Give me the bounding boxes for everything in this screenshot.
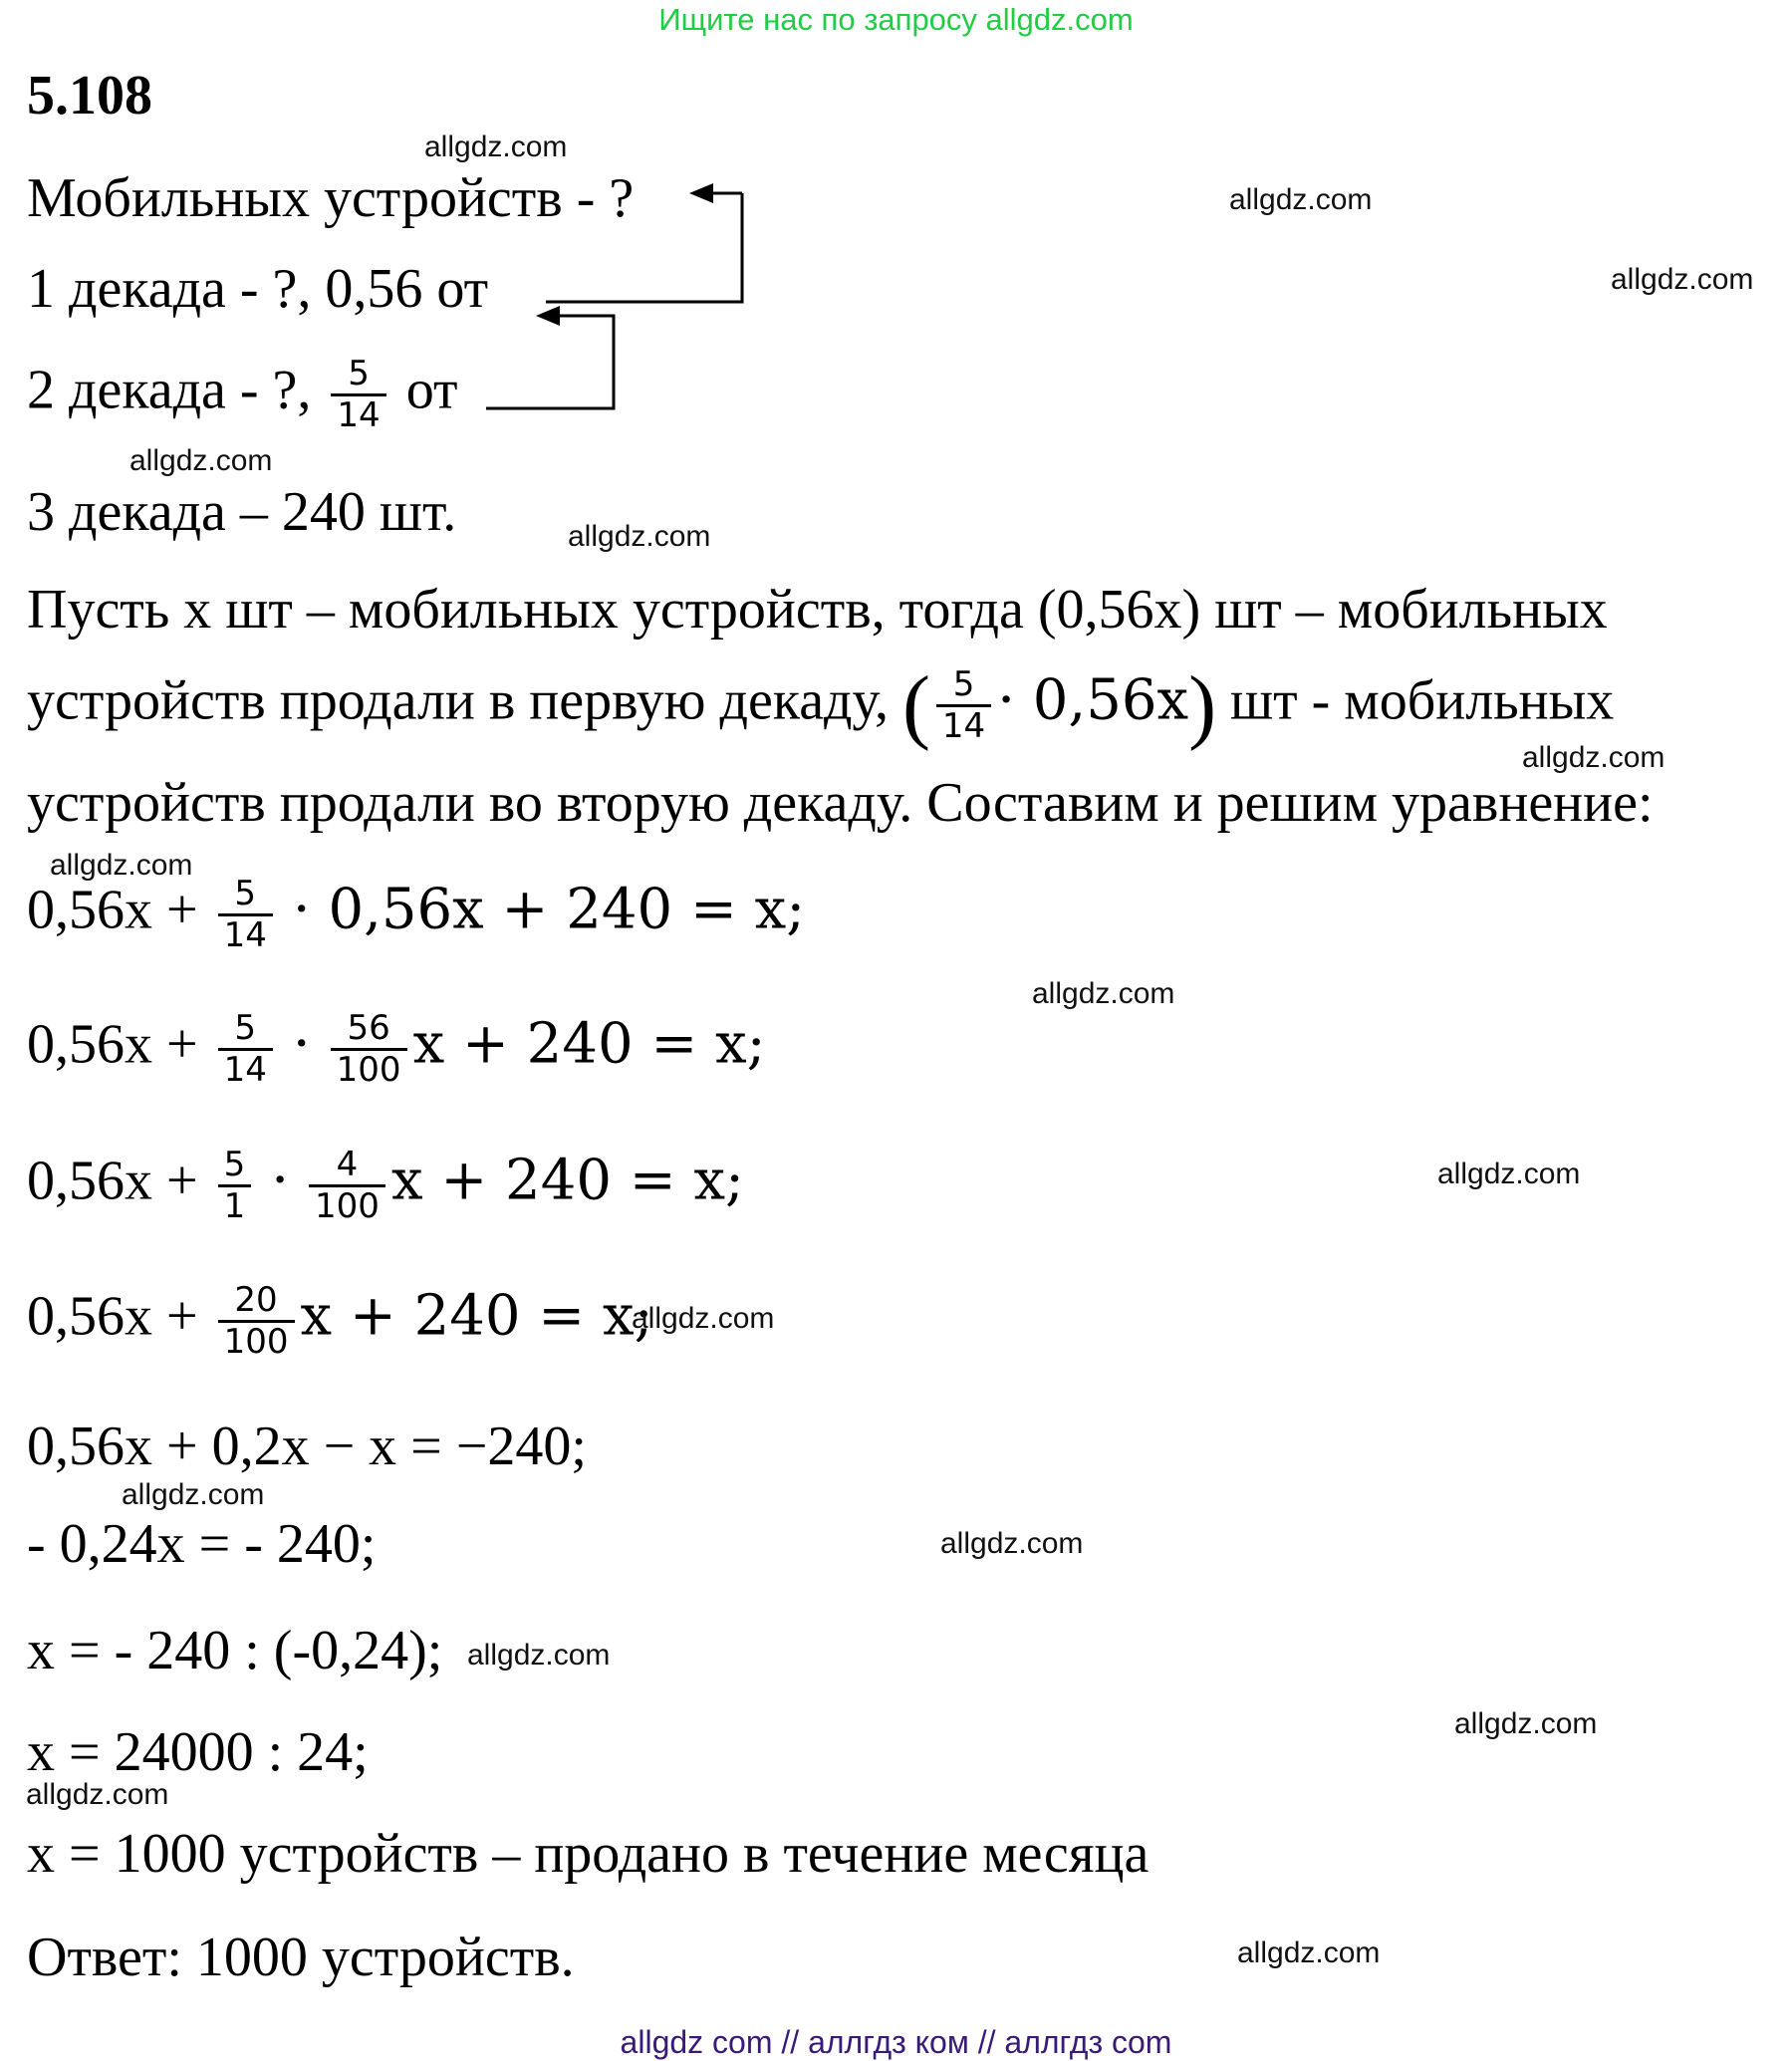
equation-7: х = - 240 : (-0,24); bbox=[27, 1620, 443, 1681]
arrow-head-2 bbox=[536, 306, 560, 326]
arrow-line-2 bbox=[486, 316, 614, 408]
relation-arrows bbox=[0, 0, 797, 438]
watermark: allgdz.com bbox=[50, 849, 193, 882]
frac-num: 4 bbox=[309, 1146, 385, 1187]
frac-den: 14 bbox=[223, 915, 267, 956]
equation-4 bbox=[27, 1281, 652, 1362]
watermark: allgdz.com bbox=[424, 130, 568, 163]
eq4-tail: х + 240 = х; bbox=[300, 1283, 653, 1349]
solution-paragraph-2 bbox=[27, 657, 1614, 754]
close-paren: ) bbox=[1188, 659, 1217, 752]
frac-num: 56 bbox=[331, 1009, 407, 1051]
answer-line: Ответ: 1000 устройств. bbox=[27, 1927, 575, 1988]
watermark: allgdz.com bbox=[129, 444, 273, 477]
decade2-suffix: от bbox=[405, 359, 458, 421]
eq4-lead: 0,56х + bbox=[27, 1285, 198, 1348]
equation-8: х = 24000 : 24; bbox=[27, 1721, 369, 1783]
eq2-lead: 0,56х + bbox=[27, 1013, 198, 1076]
p2-fraction bbox=[936, 665, 991, 746]
eq3-dot: · bbox=[271, 1148, 290, 1213]
frac-num: 5 bbox=[936, 665, 991, 707]
eq1-tail: · 0,56х + 240 = х; bbox=[292, 877, 806, 942]
frac-num: 20 bbox=[218, 1281, 295, 1323]
p2-suffix: шт - мобильных bbox=[1230, 669, 1615, 732]
eq2-fraction-2 bbox=[331, 1009, 407, 1090]
eq4-fraction bbox=[218, 1281, 295, 1362]
footer-links[interactable]: allgdz com // аллгдз ком // аллгдз com bbox=[620, 2024, 1172, 2060]
equation-3 bbox=[27, 1146, 744, 1226]
eq3-tail: х + 240 = х; bbox=[390, 1148, 744, 1213]
watermark: allgdz.com bbox=[1611, 263, 1754, 296]
condition-line-devices: Мобильных устройств - ? bbox=[27, 167, 635, 229]
decade2-prefix: 2 декада - ?, bbox=[27, 359, 312, 421]
task-number: 5.108 bbox=[27, 65, 152, 127]
open-paren: ( bbox=[901, 659, 930, 752]
watermark: allgdz.com bbox=[467, 1639, 611, 1672]
equation-6: - 0,24х = - 240; bbox=[27, 1513, 377, 1575]
frac-num: 5 bbox=[331, 355, 385, 396]
eq3-fraction-2 bbox=[309, 1146, 385, 1226]
frac-den: 100 bbox=[315, 1186, 380, 1227]
arrow-head-1 bbox=[689, 183, 713, 203]
watermark: allgdz.com bbox=[1522, 741, 1665, 774]
equation-5: 0,56х + 0,2х − х = −240; bbox=[27, 1416, 587, 1477]
watermark: allgdz.com bbox=[940, 1527, 1084, 1560]
watermark: allgdz.com bbox=[632, 1302, 775, 1335]
eq2-fraction-1 bbox=[218, 1009, 273, 1090]
watermark: allgdz.com bbox=[1032, 977, 1175, 1010]
frac-num: 5 bbox=[218, 1146, 252, 1187]
frac-den: 100 bbox=[336, 1050, 401, 1091]
p2-expression: · 0,56х bbox=[997, 667, 1189, 733]
watermark: allgdz.com bbox=[1237, 1936, 1381, 1969]
result-line: х = 1000 устройств – продано в течение месяца bbox=[27, 1823, 1150, 1885]
frac-den: 1 bbox=[223, 1186, 246, 1227]
eq3-fraction-1 bbox=[218, 1146, 252, 1226]
frac-num: 5 bbox=[218, 875, 273, 916]
eq2-tail: х + 240 = х; bbox=[412, 1011, 766, 1077]
solution-paragraph-3: устройств продали во вторую декаду. Составим и решим уравнение: bbox=[27, 772, 1654, 834]
frac-den: 100 bbox=[223, 1322, 289, 1363]
watermark: allgdz.com bbox=[1454, 1707, 1598, 1740]
arrow-line-1 bbox=[546, 193, 742, 302]
frac-num: 5 bbox=[218, 1009, 273, 1051]
watermark: allgdz.com bbox=[26, 1778, 169, 1811]
condition-line-decade3: 3 декада – 240 шт. bbox=[27, 481, 457, 543]
eq3-lead: 0,56х + bbox=[27, 1150, 198, 1212]
equation-1 bbox=[27, 875, 805, 955]
watermark: allgdz.com bbox=[1437, 1158, 1581, 1190]
watermark: allgdz.com bbox=[1229, 183, 1373, 216]
eq1-fraction bbox=[218, 875, 273, 955]
top-banner[interactable]: Ищите нас по запросу allgdz.com bbox=[658, 2, 1134, 37]
p2-prefix: устройств продали в первую декаду, bbox=[27, 669, 889, 732]
watermark: allgdz.com bbox=[568, 520, 711, 553]
condition-line-decade1: 1 декада - ?, 0,56 от bbox=[27, 258, 489, 320]
equation-2 bbox=[27, 1009, 766, 1090]
eq2-dot: · bbox=[292, 1011, 311, 1077]
eq1-lead: 0,56х + bbox=[27, 879, 198, 941]
solution-paragraph-1: Пусть х шт – мобильных устройств, тогда (0,56х) шт – мобильных bbox=[27, 579, 1608, 641]
watermark: allgdz.com bbox=[122, 1478, 265, 1511]
frac-den: 14 bbox=[223, 1050, 267, 1091]
frac-den: 14 bbox=[337, 395, 381, 436]
frac-den: 14 bbox=[941, 706, 986, 746]
